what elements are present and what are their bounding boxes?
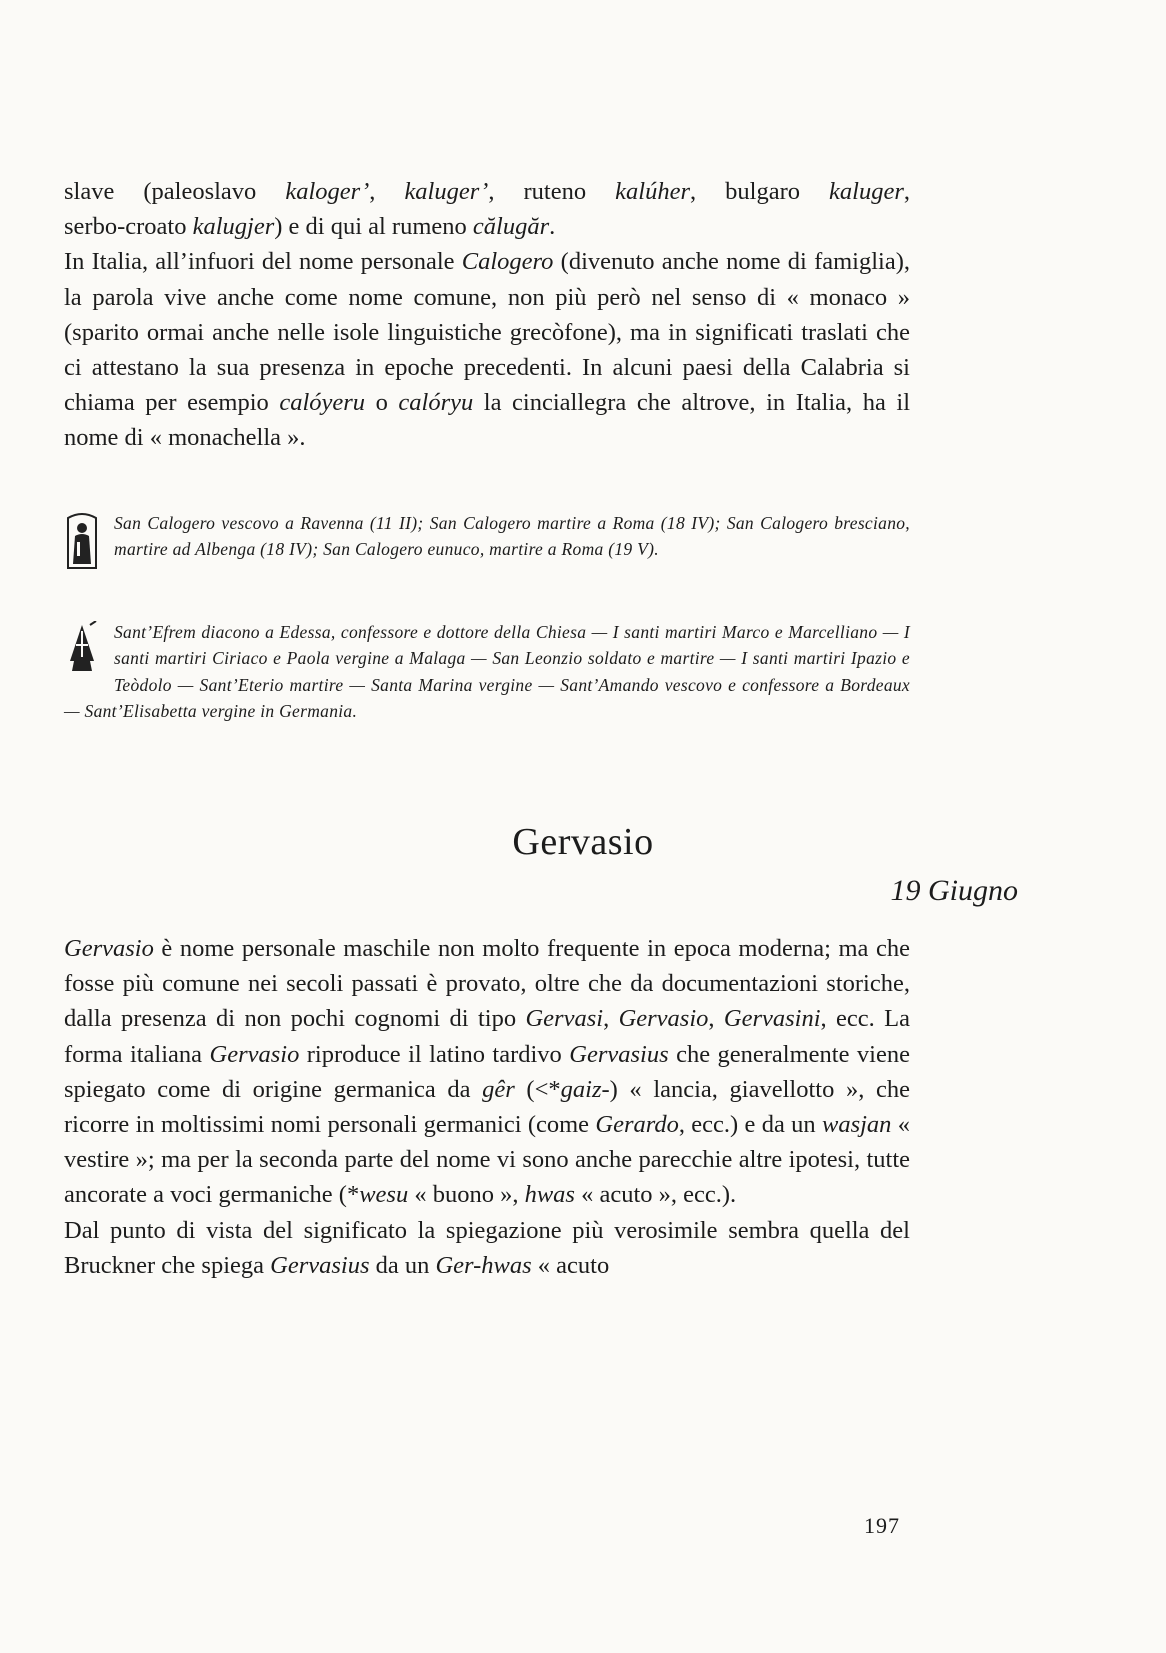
saint-figure-icon [64, 512, 100, 570]
text-line: serbo-croato kalugjer) e di qui al rumeno călugăr. [64, 213, 556, 241]
page-number: 197 [864, 1513, 900, 1538]
paragraph: Dal punto di vista del significato la spiegazione più verosimile sembra quella del Bruckner che spiega Gervasius da un Ger-hwas « acuto [64, 1216, 910, 1279]
gervasio-entry [64, 931, 910, 1283]
bishop-mitre-icon [64, 621, 100, 679]
calogero-saints-note: San Calogero vescovo a Ravenna (11 II); San Calogero martire a Roma (18 IV); San Calogero bresciano, martire ad Albenga (18 IV); San Calogero eunuco, martire a Roma (19 V). [64, 510, 910, 570]
calogero-continuation [64, 174, 910, 456]
paragraph: In Italia, all’infuori del nome personale Calogero (divenuto anche nome di famiglia), la parola vive anche come nome comune, non più però nel senso di « monaco » (sparito ormai anche nelle isole linguistiche grecòfone), ma in significati traslati che ci attestano la sua presenza in epoche precedenti. In alcuni paesi della Calabria si chiama per esempio calóyeru o calóryu la cinciallegra che altrove, in Italia, ha il nome di « monachella ». [64, 248, 910, 452]
other-saints-note: Sant’Efrem diacono a Edessa, confessore e dottore della Chiesa — I santi martiri Marco e Marcelliano — I santi martiri Ciriaco e Paola vergine a Malaga — San Leonzio soldato e martire — I santi martiri Ipazio e Teòdolo — Sant’Eterio martire — Santa Marina vergine — Sant’Amando vescovo e confessore a Bordeaux — Sant’Elisabetta vergine in Germania. [64, 622, 910, 722]
text-line: slave (paleoslavo kaloger’, kaluger’, ruteno kalúher, bulgaro kaluger, [64, 178, 911, 205]
feast-date: 19 Giugno [890, 874, 1018, 907]
paragraph: Gervasio è nome personale maschile non molto frequente in epoca moderna; ma che fosse più comune nei secoli passati è provato, oltre che da documentazioni storiche, dalla presenza di non pochi cognomi di tipo Gervasi, Gervasio, Gervasini, ecc. La forma italiana Gervasio riproduce il latino tardivo Gervasius che generalmente viene spiegato come di origine germanica da gêr (<*gaiz-) « lancia, giavellotto », che ricorre in moltissimi nomi personali germanici (come Gerardo, ecc.) e da un wasjan « vestire »; ma per la seconda parte del nome vi sono anche parecchie altre ipotesi, tutte ancorate a voci germaniche (*wesu « buono », hwas « acuto », ecc.). [64, 935, 911, 1209]
entry-title: Gervasio [512, 821, 654, 863]
